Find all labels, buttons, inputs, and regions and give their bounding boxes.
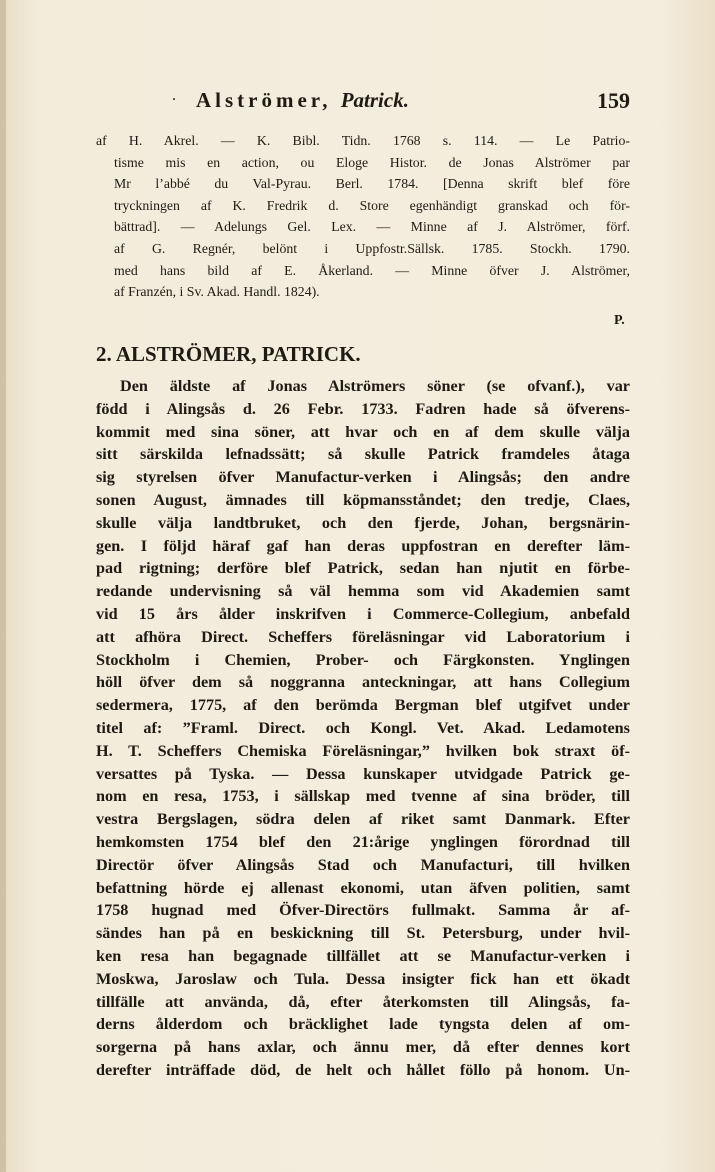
section-title: 2. ALSTRÖMER, PATRICK. [96, 342, 361, 366]
reference-line: af H. Akrel. — K. Bibl. Tidn. 1768 s. 114. — Le Patrio- [96, 133, 630, 148]
body-line: nom en resa, 1753, i sällskap med tvenne af sina bröder, till [96, 787, 630, 806]
reference-line: med hans bild af E. Åkerland. — Minne öfver J. Alströmer, [114, 262, 630, 278]
body-line: gen. I följd häraf gaf han deras uppfostran en derefter läm- [96, 536, 630, 555]
body-line: Stockholm i Chemien, Prober- och Färgkonsten. Ynglingen [96, 650, 630, 669]
body-line: kommit med sina söner, att hvar och en af dem skulle välja [96, 422, 630, 441]
header-title [196, 88, 409, 113]
body-line: Directör öfver Alingsås Stad och Manufacturi, till hvilken [96, 855, 630, 874]
body-line: tillfälle att använda, då, efter återkomsten till Alingsås, fa- [96, 992, 630, 1011]
body-line: redande undervisning så väl hemma som vid Akademien samt [96, 582, 630, 601]
author-signature: P. [614, 313, 625, 328]
body-line: hemkomsten 1754 blef den 21:årige ynglingen förordnad till [96, 832, 630, 851]
body-line: ken resa han begagnade tillfället att se Manufactur-verken i [96, 946, 630, 965]
body-line: sonen August, ämnades till köpmansståndet; den tredje, Claes, [96, 490, 630, 509]
body-line: titel af: ”Framl. Direct. och Kongl. Vet. Akad. Ledamotens [96, 718, 630, 737]
body-line: sitt särskilda lefnadssätt; så skulle Patrick framdeles åtaga [96, 445, 630, 464]
body-line: sorgerna på hans axlar, och ännu mer, då efter dennes kort [96, 1038, 630, 1057]
body-line: sig styrelsen öfver Manufactur-verken i Alingsås; den andre [96, 468, 630, 487]
header-given-name: Patrick. [340, 88, 409, 112]
body-line: versattes på Tyska. — Dessa kunskaper utvidgade Patrick ge- [96, 764, 630, 783]
body-line: derns ålderdom och bräcklighet lade tyngsta delen af om- [96, 1015, 630, 1034]
reference-line: af Franzén, i Sv. Akad. Handl. 1824). [114, 284, 320, 300]
body-line: 1758 hugnad med Öfver-Directörs fullmakt. Samma år af- [96, 901, 630, 920]
body-line: att afhöra Direct. Scheffers föreläsningar vid Laboratorium i [96, 627, 630, 646]
reference-line: Mr l’abbé du Val-Pyrau. Berl. 1784. [Denna skrift blef före [114, 176, 630, 192]
body-line: skulle välja landtbruket, och den fjerde, Johan, bergsnärin- [96, 513, 630, 532]
article-body [96, 375, 630, 1082]
body-line: född i Alingsås d. 26 Febr. 1733. Fadren hade så öfverens- [96, 399, 630, 418]
body-line: vestra Bergslagen, södra delen af riket samt Danmark. Efter [96, 810, 630, 829]
body-line: höll öfver dem så noggranna anteckningar, att hans Collegium [96, 673, 630, 692]
body-line: befattning hörde ej allenast ekonomi, utan äfven politien, samt [96, 878, 630, 897]
reference-line: bättrad]. — Adelungs Gel. Lex. — Minne af J. Alströmer, förf. [114, 219, 630, 235]
body-line: Den äldste af Jonas Alströmers söner (se ofvanf.), var [120, 377, 630, 395]
reference-line: af G. Regnér, belönt i Uppfostr.Sällsk. 1785. Stockh. 1790. [114, 240, 630, 256]
body-line: derefter inträffade död, de helt och hållet föllo på honom. Un- [96, 1060, 630, 1079]
running-header [172, 86, 630, 120]
body-line: vid 15 års ålder inskrifven i Commerce-Collegium, anbefald [96, 604, 630, 623]
body-line: sändes han på en beskickning till St. Petersburg, under hvil- [96, 924, 630, 943]
body-line: pad rigtning; derföre blef Patrick, sedan han njutit en förbe- [96, 559, 630, 578]
header-bullet: · [172, 92, 177, 106]
reference-line: tisme mis en action, ou Eloge Histor. de Jonas Alströmer par [114, 154, 630, 170]
references-block [96, 130, 630, 303]
body-line: Moskwa, Jaroslaw och Tula. Dessa insigter fick han ett ökadt [96, 969, 630, 988]
reference-line: tryckningen af K. Fredrik d. Store egenhändigt granskad och för- [114, 197, 630, 213]
page-edge-shadow [0, 0, 6, 1172]
header-surname: Alströmer, [196, 88, 332, 112]
body-line: H. T. Scheffers Chemiska Föreläsningar,” hvilken bok straxt öf- [96, 741, 630, 760]
body-line: sedermera, 1775, af den berömda Bergman blef utgifvet under [96, 696, 630, 715]
page-number: 159 [597, 88, 630, 113]
